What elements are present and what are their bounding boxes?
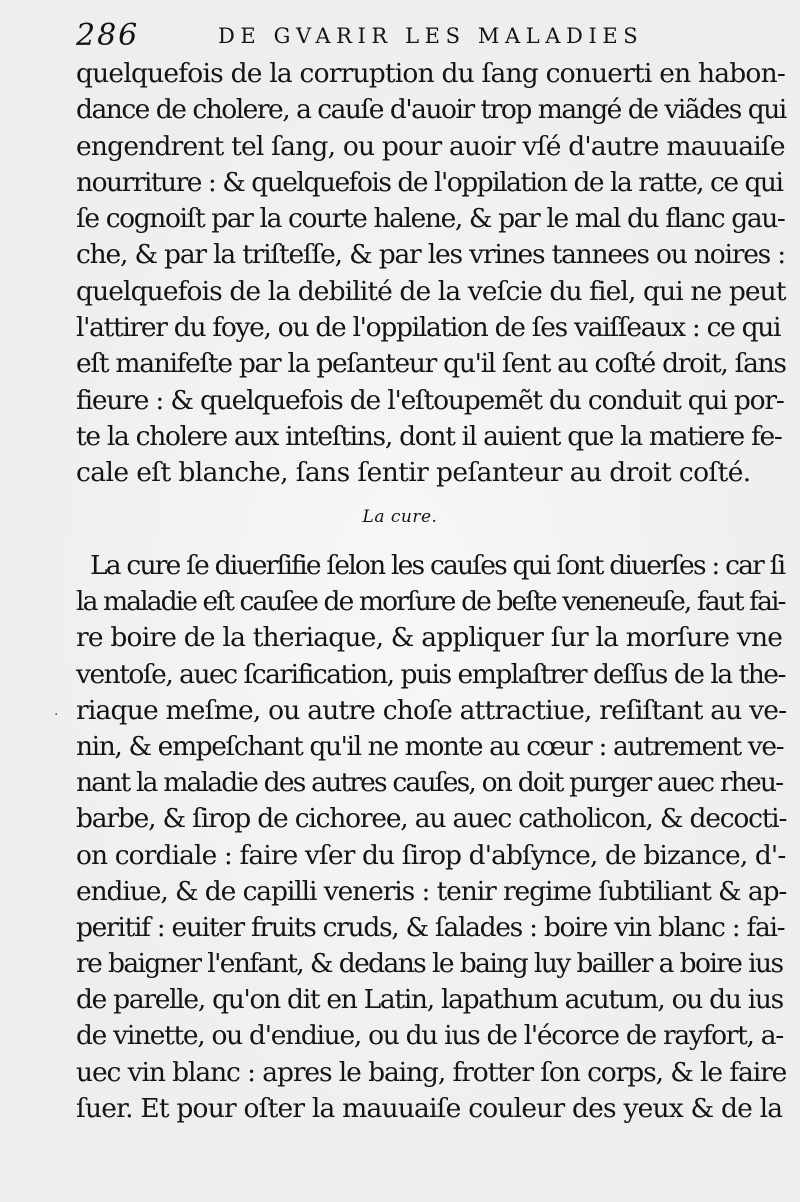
text-line: ſuer. Et pour oſter la mauuaiſe couleur des yeux & de la (76, 1092, 783, 1124)
text-line: eſt manifeſte par la peſanteur qu'il ſent au coſté droit, ſans (76, 348, 786, 380)
text-line: uec vin blanc : apres le baing, frotter ſon corps, & le faire (76, 1056, 787, 1088)
text-line: nant la maladie des autres cauſes, on doit purger auec rheu- (76, 767, 783, 799)
text-line: re boire de la theriaque, & appliquer ſur la morſure vne (76, 622, 783, 654)
text-line: engendrent tel ſang, ou pour auoir vſé d'autre mauuaiſe (76, 130, 785, 162)
text-line: dance de cholere, a cauſe d'auoir trop mangé de viãdes qui (76, 94, 786, 126)
text-line: ſe cognoiſt par la courte halene, & par le mal du flanc gau- (76, 203, 785, 235)
text-line: on cordiale : faire vſer du ſirop d'abſynce, de bizance, d'- (76, 839, 786, 871)
paragraph-2 (76, 548, 786, 1127)
text-line: peritif : euiter fruits cruds, & ſalades : boire vin blanc : fai- (76, 911, 785, 943)
text-line: nin, & empeſchant qu'il ne monte au cœur : autrement ve- (76, 730, 784, 762)
running-title: DE GVARIR LES MALADIES (218, 24, 644, 48)
text-line: che, & par la triſteſſe, & par les vrines tannees ou noires : (76, 239, 786, 271)
margin-mark: · (54, 707, 59, 723)
text-line: fieure : & quelquefois de l'eſtoupemẽt du conduit qui por- (76, 384, 784, 416)
text-line: cale eſt blanche, ſans ſentir peſanteur au droit coſté. (76, 457, 751, 489)
text-line: La cure ſe diuerſifie ſelon les cauſes qui ſont diuerſes : car ſi (90, 550, 785, 581)
text-line: quelquefois de la corruption du ſang conuerti en habon- (76, 58, 785, 89)
text-line: la maladie eſt cauſee de morſure de beſte veneneuſe, faut fai- (76, 586, 785, 618)
text-line: riaque meſme, ou autre choſe attractiue, reſiſtant au ve- (76, 694, 787, 726)
text-line: nourriture : & quelquefois de l'oppilation de la ratte, ce qui (76, 166, 783, 198)
text-line: te la cholere aux inteſtins, dont il auient que la matiere fe- (76, 420, 782, 452)
text-line: l'attirer du foye, ou de l'oppilation de ſes vaiſſeaux : ce qui (76, 312, 781, 344)
text-line: de parelle, qu'on dit en Latin, lapathum acutum, ou du ius (76, 984, 783, 1016)
text-line: barbe, & ſirop de cichoree, au auec catholicon, & decocti- (76, 803, 787, 835)
text-line: re baigner l'enfant, & dedans le baing luy bailler a boire ius (76, 948, 783, 980)
text-line: quelquefois de la debilité de la veſcie du fiel, qui ne peut (76, 275, 786, 307)
paragraph-1 (76, 56, 786, 492)
text-line: ventoſe, auec ſcarification, puis emplaſtrer deſſus de la the- (76, 658, 785, 690)
running-head (76, 18, 776, 58)
page-number: 286 (76, 18, 140, 53)
section-heading: La cure. (362, 507, 438, 527)
text-line: de vinette, ou d'endiue, ou du ius de l'écorce de rayfort, a- (76, 1020, 783, 1052)
text-line: endiue, & de capilli veneris : tenir regime ſubtiliant & ap- (76, 875, 787, 907)
